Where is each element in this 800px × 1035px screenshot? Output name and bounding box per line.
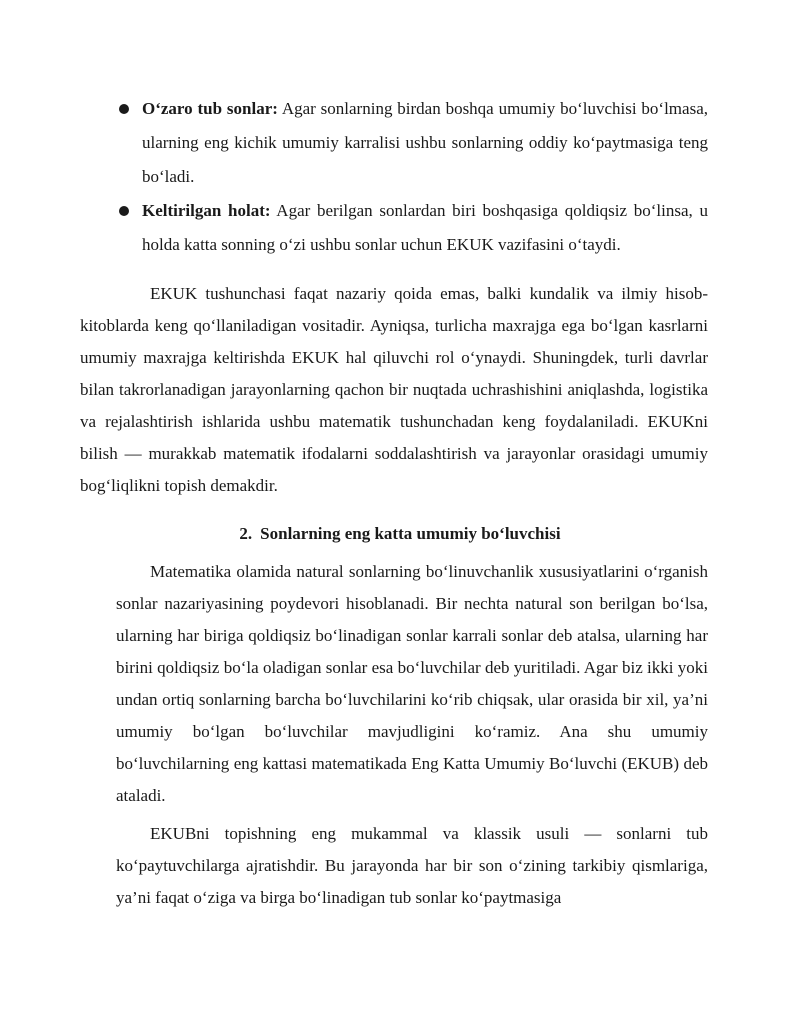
bullet-text: Agar sonlarning birdan boshqa umumiy bo‘luvchisi bo‘lmasa, ularning eng kichik umumiy karralisi ushbu sonlarning oddiy ko‘paytmasiga teng bo‘ladi. xyxy=(142,99,708,186)
bullet-term: O‘zaro tub sonlar: xyxy=(142,99,278,118)
paragraph-ekuk: EKUK tushunchasi faqat nazariy qoida emas, balki kundalik va ilmiy hisob-kitoblarda keng qo‘llaniladigan vositadir. Ayniqsa, turlicha maxrajga ega bo‘lgan kasrlarni umumiy maxrajga keltirishda EKUK hal qiluvchi rol o‘ynaydi. Shuningdek, turli davrlar bilan takrorlanadigan jarayonlarning qachon bir nuqtada uchrashishini aniqlashda, logistika va rejalashtirish ishlarida ushbu matematik tushunchadan keng foydalaniladi. EKUKni bilish — murakkab matematik ifodalarni soddalashtirish va jarayonlar orasidagi umumiy bog‘liqlikni topish demakdir. xyxy=(80,284,708,495)
bullet-term: Keltirilgan holat: xyxy=(142,201,271,220)
bullet-text: Agar berilgan sonlardan biri boshqasiga qoldiqsiz bo‘linsa, u holda katta sonning o‘zi ushbu sonlar uchun EKUK vazifasini o‘taydi. xyxy=(142,201,708,254)
bullet-dot-icon xyxy=(119,206,129,216)
bullet-item-coprime xyxy=(116,92,708,194)
bullet-dot-icon xyxy=(119,104,129,114)
bullet-list xyxy=(116,92,708,262)
section-title: Sonlarning eng katta umumiy bo‘luvchisi xyxy=(260,524,561,543)
paragraph-ekub-intro: Matematika olamida natural sonlarning bo‘linuvchanlik xususiyatlarini o‘rganish sonlar nazariyasining poydevori hisoblanadi. Bir nechta natural son berilgan bo‘lsa, ularning har biriga qoldiqsiz bo‘linadigan sonlar karrali sonlar deb atalsa, ularning har birini qoldiqsiz bo‘la oladigan sonlar esa bo‘luvchilar deb yuritiladi. Agar biz ikki yoki undan ortiq sonlarning barcha bo‘luvchilarini ko‘rib chiqsak, ular orasida bir xil, ya’ni umumiy bo‘lgan bo‘luvchilar mavjudligini ko‘ramiz. Ana shu umumiy bo‘luvchilarning eng kattasi matematikada Eng Katta Umumiy Bo‘luvchi (EKUB) deb ataladi. xyxy=(116,562,708,805)
section-heading xyxy=(0,518,800,550)
paragraph-ekub-method: EKUBni topishning eng mukammal va klassik usuli — sonlarni tub ko‘paytuvchilarga ajratishdir. Bu jarayonda har bir son o‘zining tarkibiy qismlariga, ya’ni faqat o‘ziga va birga bo‘linadigan tub sonlar ko‘paytmasiga xyxy=(116,824,708,907)
bullet-item-reduced-case xyxy=(116,194,708,262)
section-number: 2. xyxy=(239,524,253,543)
